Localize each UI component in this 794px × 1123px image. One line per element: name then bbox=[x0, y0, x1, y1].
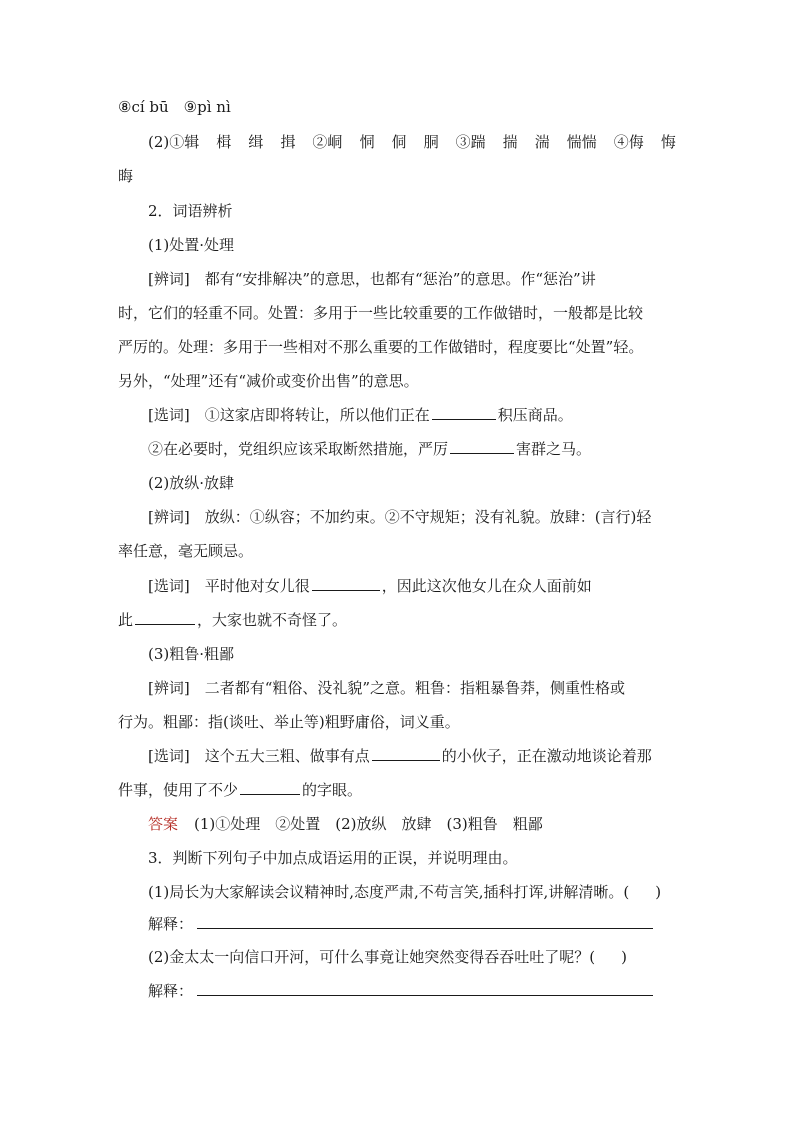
pair2-explain-line: 率任意，毫无顾忌。 bbox=[118, 542, 254, 560]
question-text: (2)金太太一向信口开河，可什么事竟让她突然变得吞吞吐吐了呢？ bbox=[148, 948, 590, 966]
text: [选词] 平时他对女儿很 bbox=[148, 577, 310, 595]
pair3-select-line-2 bbox=[118, 780, 362, 800]
answer-label: 答案 bbox=[148, 815, 179, 833]
char-item: 悔 bbox=[660, 133, 676, 151]
fill-blank[interactable] bbox=[432, 405, 496, 420]
text: [选词] 这个五大三粗、做事有点 bbox=[148, 747, 370, 765]
pair1-explain-line: 时，它们的轻重不同。处置：多用于一些比较重要的工作做错时，一般都是比较 bbox=[118, 304, 644, 322]
pair2-explain-line: [辨词] 放纵：①纵容；不加约束。②不守规矩；没有礼貌。放肆：(言行)轻 bbox=[148, 508, 652, 526]
explain-label: 解释： bbox=[148, 915, 194, 933]
pair1-title: (1)处置·处理 bbox=[148, 236, 235, 254]
text: 的字眼。 bbox=[302, 781, 363, 799]
text: 件事，使用了不少 bbox=[118, 781, 239, 799]
pair2-select-line-1 bbox=[148, 576, 592, 596]
char-item: 揣 bbox=[502, 133, 518, 151]
explain-line-2 bbox=[148, 980, 653, 1001]
char-item: ③踹 bbox=[455, 133, 486, 151]
char-list-line bbox=[148, 132, 676, 152]
char-item: (2)①辑 bbox=[148, 133, 200, 151]
pair3-select-line-1 bbox=[148, 746, 652, 766]
question-text: (1)局长为大家解读会议精神时,态度严肃,不苟言笑,插科打诨,讲解清晰。 bbox=[148, 883, 624, 901]
explain-input[interactable] bbox=[197, 913, 653, 929]
pair2-select-line-2 bbox=[118, 610, 347, 630]
pair1-explain-line: 严厉的。处理：多用于一些相对不那么重要的工作做错时，程度要比“处置”轻。 bbox=[118, 338, 644, 356]
explain-input[interactable] bbox=[197, 980, 653, 996]
fill-blank[interactable] bbox=[135, 610, 195, 625]
char-item: 惴惴 bbox=[566, 133, 597, 151]
pair3-explain-line: 行为。粗鄙：指(谈吐、举止等)粗野庸俗，词义重。 bbox=[118, 713, 460, 731]
pair1-select-2 bbox=[148, 439, 591, 459]
text: [选词] ①这家店即将转让，所以他们正在 bbox=[148, 406, 430, 424]
explain-label: 解释： bbox=[148, 982, 194, 1000]
pair1-explain-line: [辨词] 都有“安排解决”的意思，也都有“惩治”的意思。作“惩治”讲 bbox=[148, 270, 596, 288]
question-2 bbox=[148, 947, 627, 967]
pair3-explain-line: [辨词] 二者都有“粗俗、没礼貌”之意。粗鲁：指粗暴鲁莽，侧重性格或 bbox=[148, 679, 626, 697]
pair1-select-1 bbox=[148, 405, 573, 425]
pair2-title: (2)放纵·放肆 bbox=[148, 474, 235, 492]
answer-line bbox=[148, 814, 543, 834]
fill-blank[interactable] bbox=[372, 746, 440, 761]
section3-heading: 3．判断下列句子中加点成语运用的正误，并说明理由。 bbox=[148, 849, 518, 867]
fill-blank[interactable] bbox=[312, 576, 380, 591]
char-item: ②峒 bbox=[312, 133, 343, 151]
section2-heading: 2．词语辨析 bbox=[148, 202, 233, 220]
answer-paren-close: ) bbox=[621, 948, 627, 966]
fill-blank[interactable] bbox=[450, 439, 514, 454]
answer-paren-open: ( bbox=[623, 883, 630, 901]
pair3-title: (3)粗鲁·粗鄙 bbox=[148, 645, 235, 663]
text: 此 bbox=[118, 611, 134, 629]
text: ，大家也就不奇怪了。 bbox=[197, 611, 348, 629]
char-item: 侗 bbox=[391, 133, 407, 151]
text: 害群之马。 bbox=[516, 440, 592, 458]
char-item: 楫 bbox=[216, 133, 232, 151]
char-item: 湍 bbox=[534, 133, 550, 151]
text: ，因此这次他女儿在众人面前如 bbox=[381, 577, 592, 595]
fill-blank[interactable] bbox=[240, 780, 300, 795]
char-item: ④侮 bbox=[613, 133, 644, 151]
pair1-explain-line: 另外，“处理”还有“减价或变价出售”的意思。 bbox=[118, 372, 419, 390]
char-item: 揖 bbox=[280, 133, 296, 151]
char-item: 胴 bbox=[423, 133, 439, 151]
answer-paren-open: ( bbox=[589, 948, 596, 966]
answer-paren-close: ) bbox=[655, 883, 662, 901]
char-list-line-2: 晦 bbox=[118, 167, 134, 185]
text: 的小伙子，正在激动地谈论着那 bbox=[441, 747, 652, 765]
text: ②在必要时，党组织应该采取断然措施，严厉 bbox=[148, 440, 449, 458]
text: 积压商品。 bbox=[497, 406, 573, 424]
pinyin-line: ⑧cí bū ⑨pì nì bbox=[118, 98, 231, 116]
answer-text: (1)①处理 ②处置 (2)放纵 放肆 (3)粗鲁 粗鄙 bbox=[194, 815, 543, 833]
question-1 bbox=[148, 882, 661, 902]
char-item: 缉 bbox=[248, 133, 264, 151]
char-item: 恫 bbox=[359, 133, 375, 151]
explain-line-1 bbox=[148, 913, 653, 934]
